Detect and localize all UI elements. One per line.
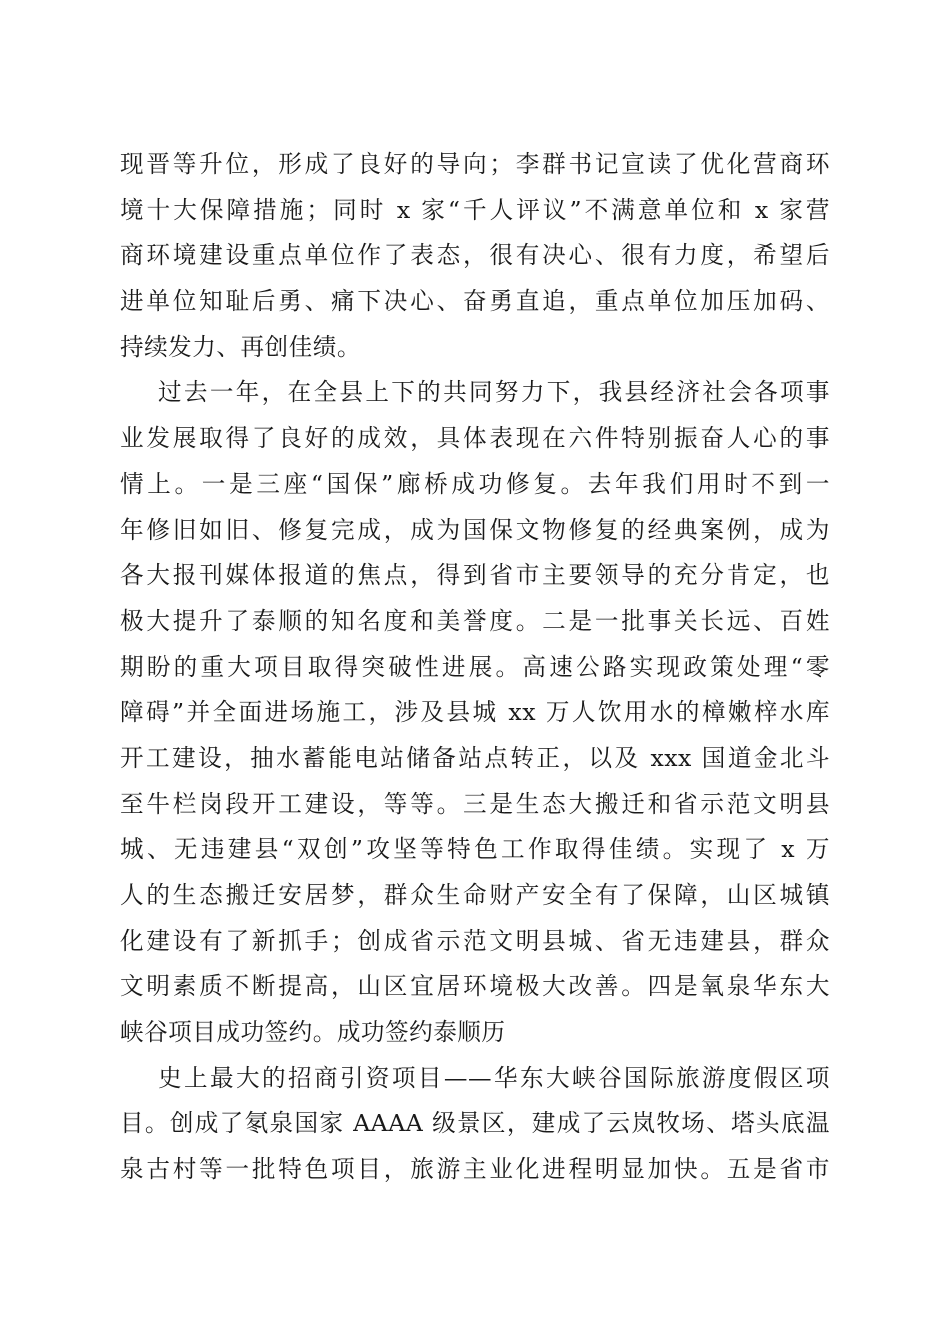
text-line: 期盼的重大项目取得突破性进展。高速公路实现政策处理“零 (120, 652, 830, 681)
text-line: 过去一年，在全县上下的共同努力下，我县经济社会各项事 (158, 378, 830, 407)
paragraph-2 (120, 370, 830, 1055)
text-line: 史上最大的招商引资项目——华东大峡谷国际旅游度假区项 (158, 1063, 830, 1092)
text-line: 城、无违建县“双创”攻坚等特色工作取得佳绩。实现了 x 万 (120, 835, 830, 864)
text-line: 持续发力、再创佳绩。 (120, 332, 361, 361)
text-line: 现晋等升位，形成了良好的导向；李群书记宣读了优化营商环 (120, 150, 830, 178)
text-line: 文明素质不断提高，山区宜居环境极大改善。四是氧泉华东大 (120, 972, 830, 1001)
text-line: 开工建设，抽水蓄能电站储备站点转正，以及 xxx 国道金北斗 (120, 743, 830, 772)
text-line: 各大报刊媒体报道的焦点，得到省市主要领导的充分肯定，也 (120, 561, 830, 590)
text-line: 障碍”并全面进场施工，涉及县城 xx 万人饮用水的樟嫩梓水库 (120, 698, 830, 727)
text-line: 商环境建设重点单位作了表态，很有决心、很有力度，希望后 (120, 241, 830, 270)
text-line: 目。创成了氡泉国家 AAAA 级景区，建成了云岚牧场、塔头底温 (120, 1109, 830, 1138)
text-line: 业发展取得了良好的成效，具体表现在六件特别振奋人心的事 (120, 424, 830, 453)
text-line: 峡谷项目成功签约。成功签约泰顺历 (120, 1018, 506, 1047)
paragraph-3 (120, 1056, 830, 1193)
text-line: 至牛栏岗段开工建设，等等。三是生态大搬迁和省示范文明县 (120, 789, 830, 818)
text-line: 化建设有了新抓手；创成省示范文明县城、省无违建县，群众 (120, 926, 830, 955)
text-line: 年修旧如旧、修复完成，成为国保文物修复的经典案例，成为 (120, 515, 830, 544)
text-line: 极大提升了泰顺的知名度和美誉度。二是一批事关长远、百姓 (120, 606, 830, 635)
text-line: 进单位知耻后勇、痛下决心、奋勇直追，重点单位加压加码、 (120, 287, 830, 316)
paragraph-1 (120, 142, 830, 370)
text-line: 境十大保障措施；同时 x 家“千人评议”不满意单位和 x 家营 (120, 195, 830, 224)
text-line: 泉古村等一批特色项目，旅游主业化进程明显加快。五是省市 (120, 1155, 830, 1184)
text-line: 人的生态搬迁安居梦，群众生命财产安全有了保障，山区城镇 (120, 881, 830, 909)
text-line: 情上。一是三座“国保”廊桥成功修复。去年我们用时不到一 (120, 469, 830, 498)
document-body (120, 142, 830, 1193)
